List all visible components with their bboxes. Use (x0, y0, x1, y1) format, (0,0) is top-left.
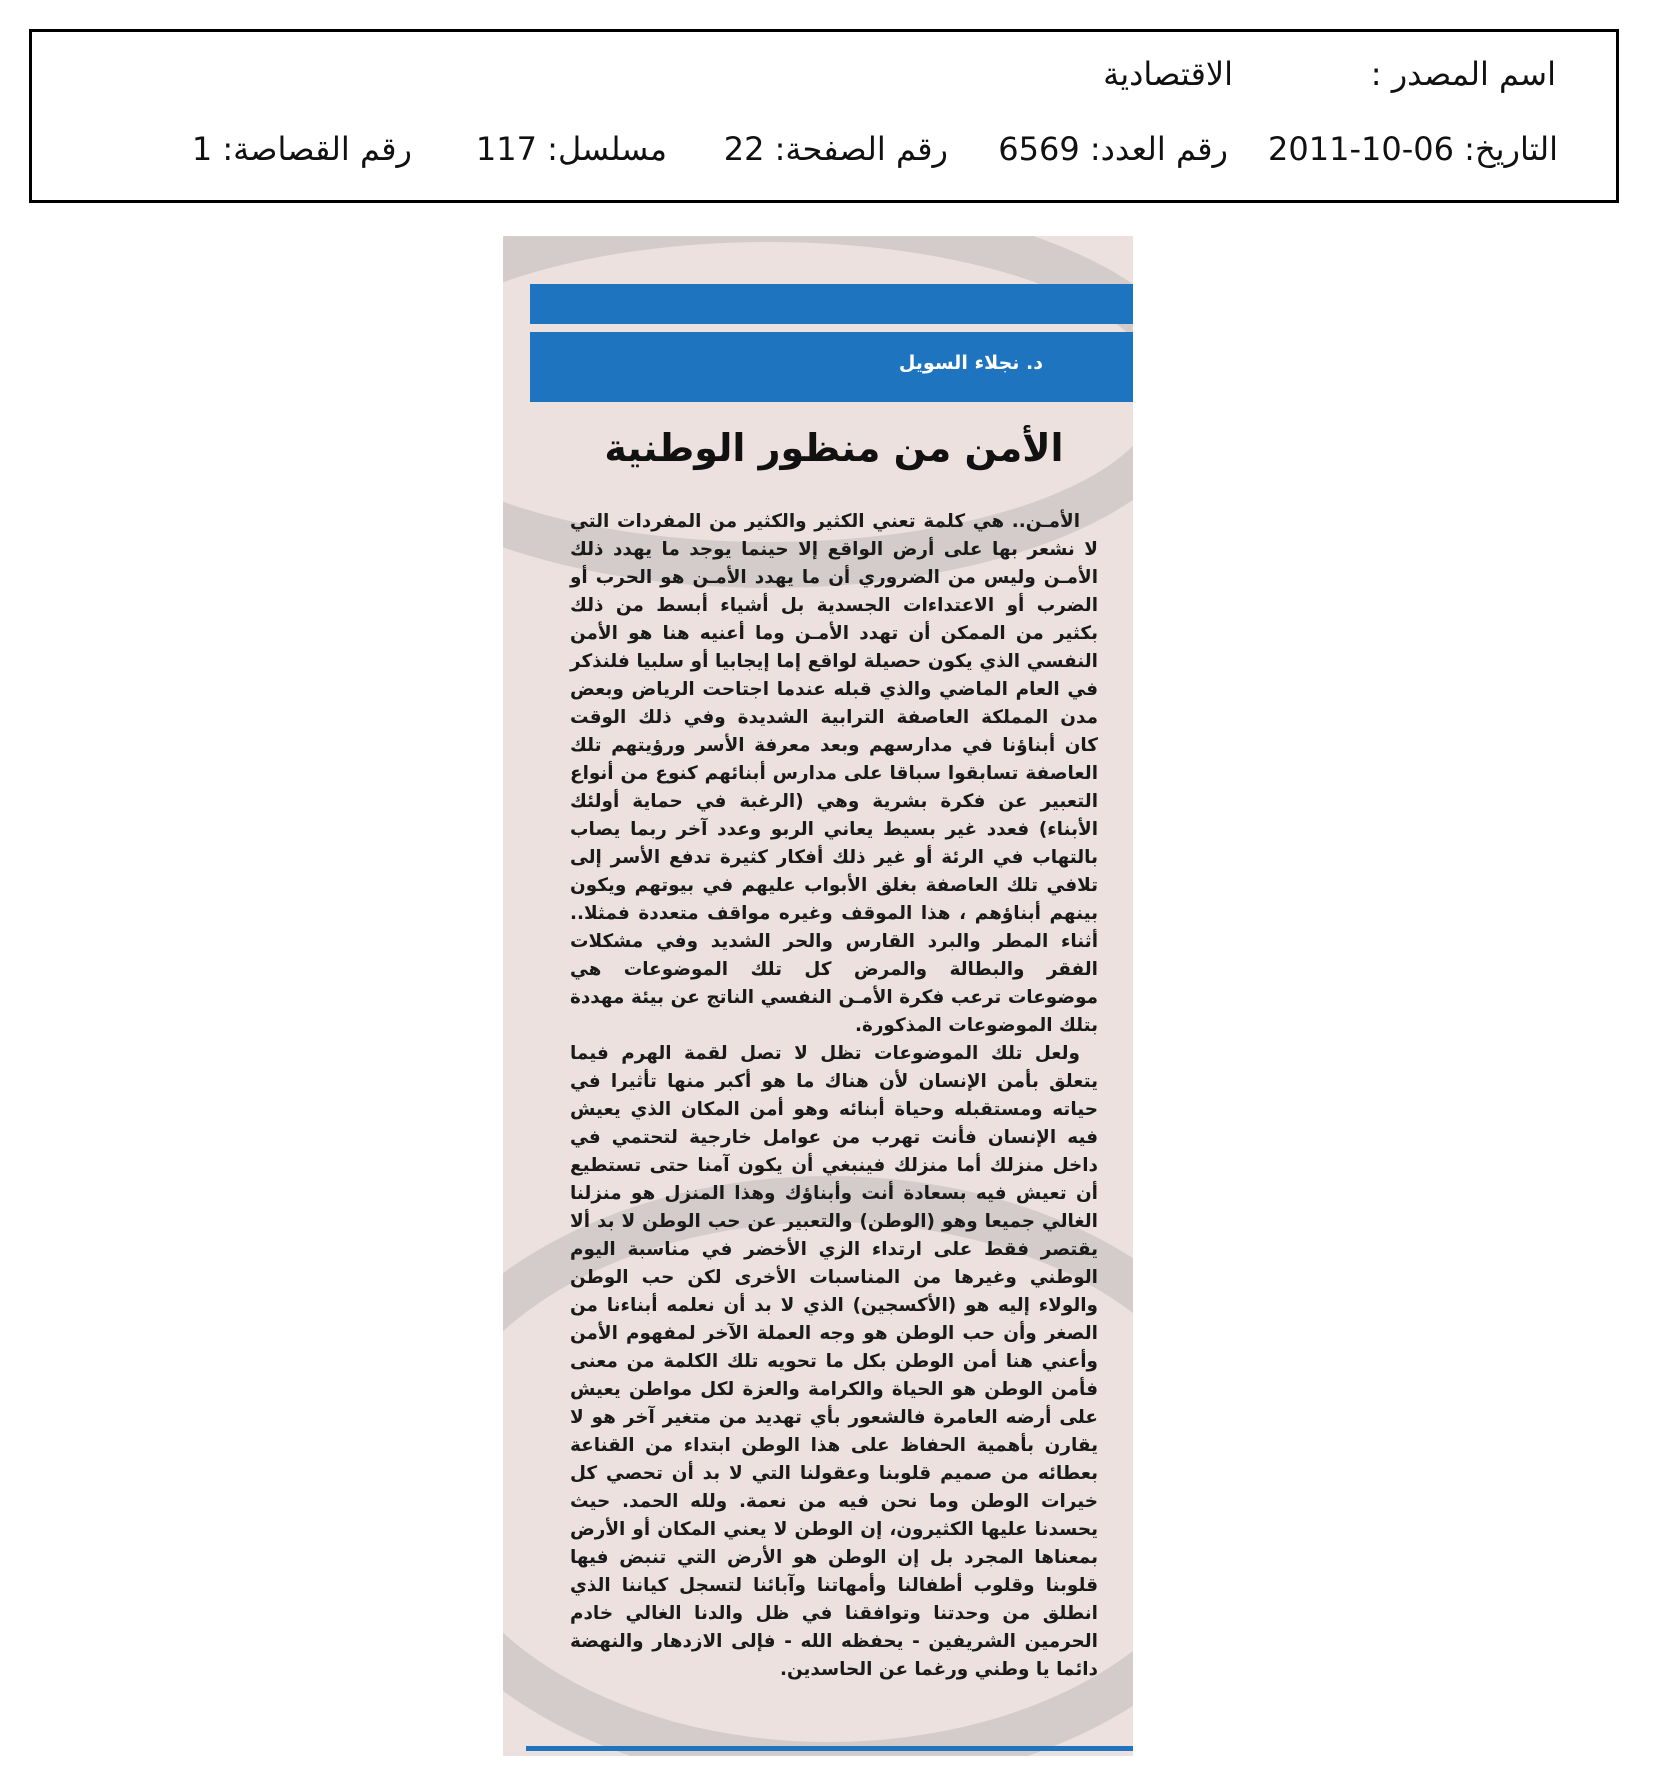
source-value: الاقتصادية (1103, 55, 1233, 93)
article-paragraph-2: ولعل تلك الموضوعات تظل لا تصل لقمة الهرم فيما يتعلق بأمن الإنسان لأن هناك ما هو أكبر منها تأثيرا في حياته ومستقبله وحياة أبنائه وهو أمن المكان الذي يعيش فيه الإنسان فأنت تهرب من عوامل خارجية لتحتمي في داخل منزلك أما منزلك فينبغي أن يكون آمنا حتى تستطيع أن تعيش فيه بسعادة أنت وأبناؤك وهذا المنزل هو منزلنا الغالي جميعا وهو (الوطن) والتعبير عن حب الوطن لا بد ألا يقتصر فقط على ارتداء الزي الأخضر في مناسبة اليوم الوطني وغيرها من المناسبات الأخرى لكن حب الوطن والولاء إليه هو (الأكسجين) الذي لا بد أن نعلمه أبناءنا من الصغر وأن حب الوطن هو وجه العملة الآخر لمفهوم الأمن وأعني هنا أمن الوطن بكل ما تحويه تلك الكلمة من معنى فأمن الوطن هو الحياة والكرامة والعزة لكل مواطن يعيش على أرضه العامرة فالشعور بأي تهديد من متغير آخر هو لا يقارن بأهمية الحفاظ على هذا الوطن ابتداء من القناعة بعطائه من صميم قلوبنا وعقولنا التي لا بد أن تحصي كل خيرات الوطن وما نحن فيه من نعمة. ولله الحمد. حيث يحسدنا عليها الكثيرون، إن الوطن لا يعني المكان أو الأرض بمعناها المجرد بل إن الوطن هو الأرض التي تنبض فيها قلوبنا وقلوب أطفالنا وأمهاتنا وآبائنا لتسجل كياننا الذي انطلق من وحدتنا وتوافقنا في ظل والدنا الغالي خادم الحرمين الشريفين - يحفظه الله - فإلى الازدهار والنهضة دائما يا وطني ورغما عن الحاسدين. (570, 1043, 1098, 1680)
article-title: الأمن من منظور الوطنية (604, 426, 1064, 470)
metadata-header (29, 29, 1619, 203)
article-body (570, 508, 1098, 1684)
author-name: د. نجلاء السويل (898, 352, 1043, 374)
clip-number: رقم القصاصة: 1 (191, 130, 412, 168)
source-label: اسم المصدر : (1370, 55, 1556, 93)
author-band (530, 332, 1133, 402)
serial-number: مسلسل: 117 (475, 130, 667, 168)
issue-number: رقم العدد: 6569 (998, 130, 1228, 168)
bottom-rule (526, 1746, 1133, 1751)
article-paragraph-1: الأمـن.. هي كلمة تعني الكثير والكثير من المفردات التي لا نشعر بها على أرض الواقع إلا حينما يوجد ما يهدد ذلك الأمـن وليس من الضروري أن ما يهدد الأمـن هو الحرب أو الضرب أو الاعتداءات الجسدية بل أشياء أبسط من ذلك بكثير من الممكن أن تهدد الأمـن وما أعنيه هنا هو الأمن النفسي الذي يكون حصيلة لواقع إما إيجابيا أو سلبيا فلنذكر في العام الماضي والذي قبله عندما اجتاحت الرياض وبعض مدن المملكة العاصفة الترابية الشديدة وفي ذلك الوقت كان أبناؤنا في مدارسهم وبعد معرفة الأسر ورؤيتهم تلك العاصفة تسابقوا سباقا على مدارس أبنائهم كنوع من أنواع التعبير عن فكرة بشرية وهي (الرغبة في حماية أولئك الأبناء) فعدد غير بسيط يعاني الربو وعدد آخر ربما يصاب بالتهاب في الرئة أو غير ذلك أفكار كثيرة تدفع الأسر إلى تلافي تلك العاصفة بغلق الأبواب عليهم في بيوتهم ويكون بينهم أبناؤهم ، هذا الموقف وغيره مواقف متعددة فمثلا.. أثناء المطر والبرد القارس والحر الشديد وفي مشكلات الفقر والبطالة والمرض كل تلك الموضوعات هي موضوعات ترعب فكرة الأمـن النفسي الناتج عن بيئة مهددة بتلك الموضوعات المذكورة. (570, 511, 1098, 1036)
header-color-bar (530, 284, 1133, 324)
newspaper-clipping (503, 236, 1133, 1756)
page-number: رقم الصفحة: 22 (723, 130, 948, 168)
date-field: التاريخ: 06-10-2011 (1268, 130, 1558, 168)
